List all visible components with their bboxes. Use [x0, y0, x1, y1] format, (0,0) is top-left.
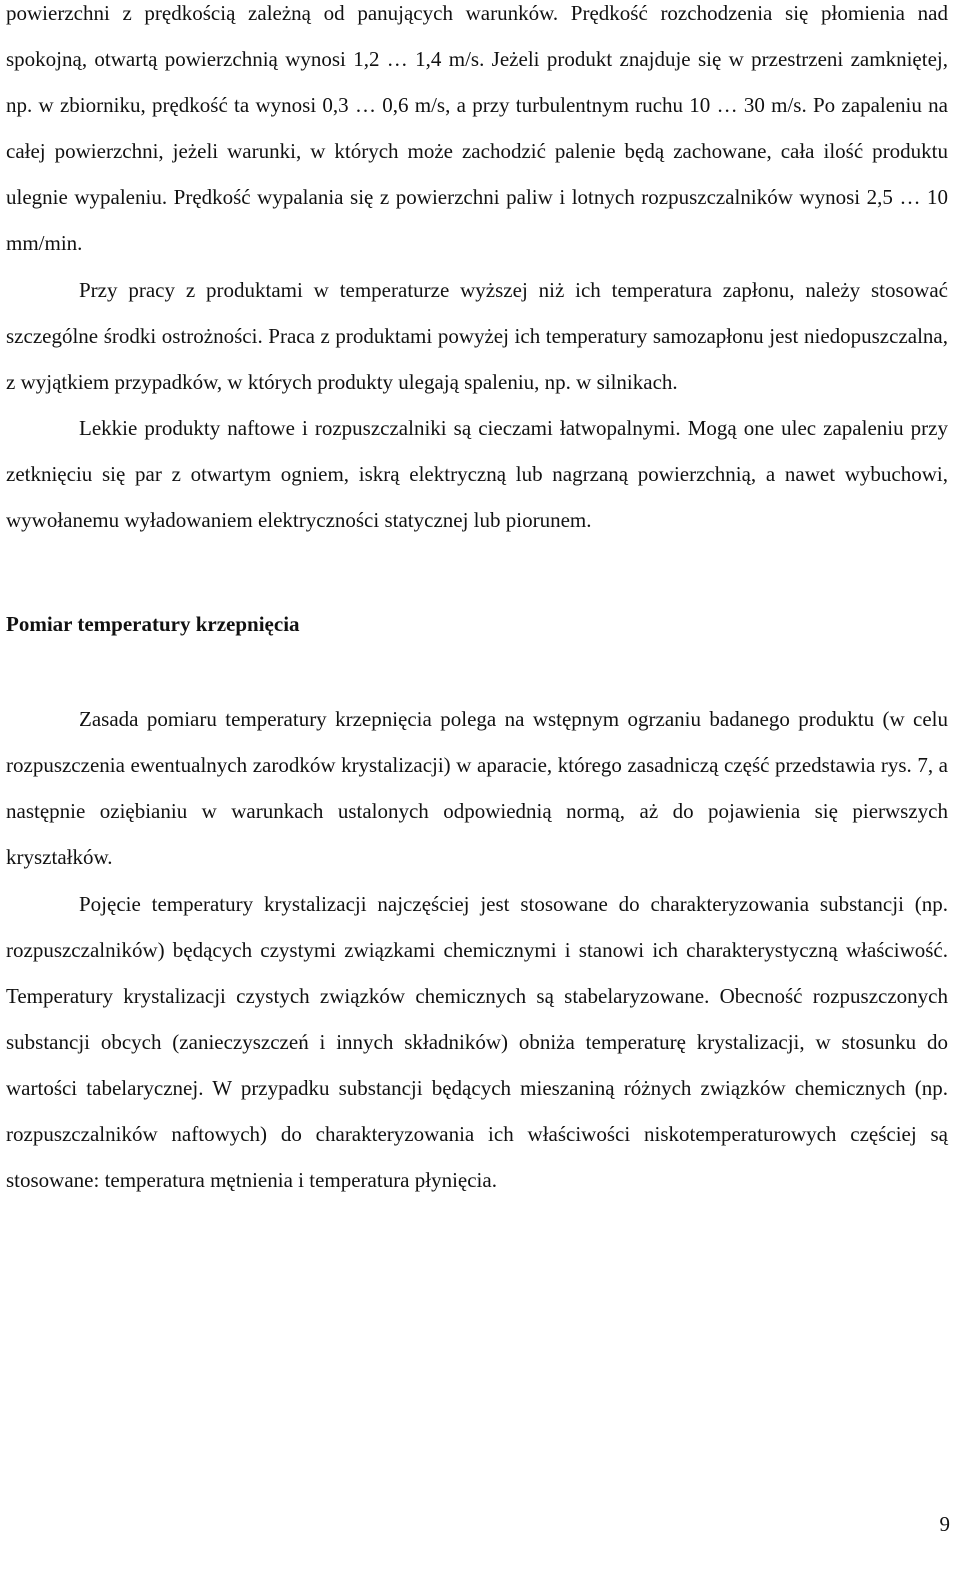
- paragraph-flame-speed: powierzchni z prędkością zależną od panujących warunków. Prędkość rozchodzenia się płomienia nad spokojną, otwartą powierzchnią wynosi 1,2 … 1,4 m/s. Jeżeli produkt znajduje się w przestrzeni zamkniętej, np. w zbiorniku, prędkość ta wynosi 0,3 … 0,6 m/s, a przy turbulentnym ruchu 10 … 30 m/s. Po zapaleniu na całej powierzchni, jeżeli warunki, w których może zachodzić palenie będą zachowane, cała ilość produktu ulegnie wypaleniu. Prędkość wypalania się z powierzchni paliw i lotnych rozpuszczalników wynosi 2,5 … 10 mm/min.: [6, 1, 948, 256]
- section-heading: Pomiar temperatury krzepnięcia: [6, 612, 300, 637]
- paragraph-flash-point-precautions: Przy pracy z produktami w temperaturze wyższej niż ich temperatura zapłonu, należy stosować szczególne środki ostrożności. Praca z produktami powyżej ich temperatury samozapłonu jest niedopuszczalna, z wyjątkiem przypadków, w których produkty ulegają spaleniu, np. w silnikach.: [6, 277, 948, 394]
- paragraph-measurement-principle: Zasada pomiaru temperatury krzepnięcia polega na wstępnym ogrzaniu badanego produktu (w celu rozpuszczenia ewentualnych zarodków krystalizacji) w aparacie, którego zasadniczą część przedstawia rys. 7, a następnie oziębianiu w warunkach ustalonych odpowiednią normą, aż do pojawienia się pierwszych kryształków.: [6, 707, 948, 870]
- paragraph-crystallization-temperature: Pojęcie temperatury krystalizacji najczęściej jest stosowane do charakteryzowania substancji (np. rozpuszczalników) będących czystymi związkami chemicznymi i stanowi ich charakterystyczną właściwość. Temperatury krystalizacji czystych związków chemicznych są stabelaryzowane. Obecność rozpuszczonych substancji obcych (zanieczyszczeń i innych składników) obniża temperaturę krystalizacji, w stosunku do wartości tabelarycznej. W przypadku substancji będących mieszaniną różnych związków chemicznych (np. rozpuszczalników naftowych) do charakteryzowania ich właściwości niskotemperaturowych częściej są stosowane: temperatura mętnienia i temperatura płynięcia.: [6, 891, 948, 1193]
- page-number: 9: [939, 1512, 950, 1536]
- document-page: [6, 0, 948, 1203]
- paragraph-flammable-liquids: Lekkie produkty naftowe i rozpuszczalniki są cieczami łatwopalnymi. Mogą one ulec zapaleniu przy zetknięciu się par z otwartym ogniem, iskrą elektryczną lub nagrzaną powierzchnią, a nawet wybuchowi, wywołanemu wyładowaniem elektryczności statycznej lub piorunem.: [6, 415, 948, 533]
